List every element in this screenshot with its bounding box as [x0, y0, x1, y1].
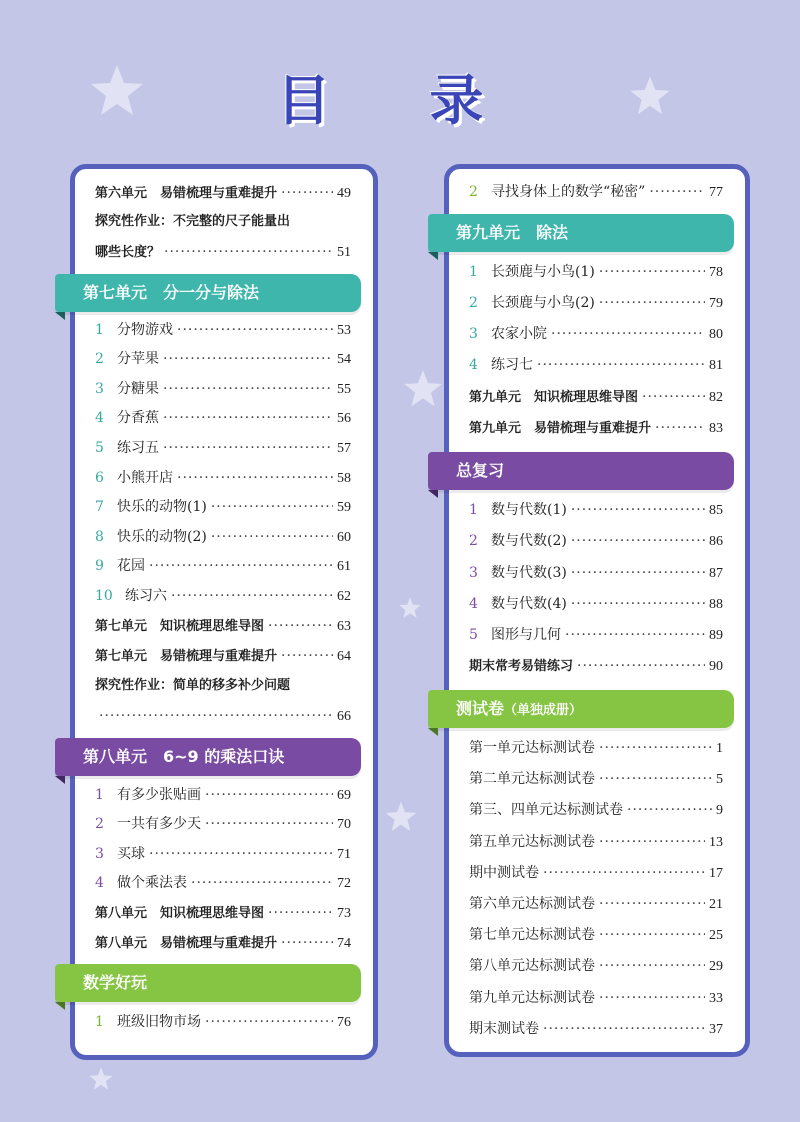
entry-title: 快乐的动物(2) [117, 529, 207, 545]
toc-entry [469, 623, 723, 647]
toc-entry [95, 495, 351, 519]
entry-number: 4 [95, 410, 104, 426]
entry-title: 第六单元 易错梳理与重难提升 [95, 186, 278, 201]
page-number: 49 [337, 186, 351, 201]
toc-entry [469, 353, 723, 377]
page-number: 79 [709, 296, 723, 311]
entry-number: 5 [469, 627, 478, 643]
toc-entry [469, 923, 723, 947]
entry-number: 5 [95, 440, 104, 456]
toc-entry [469, 830, 723, 854]
toc-entry [95, 901, 351, 925]
dot-leader [163, 406, 333, 430]
dot-leader [599, 736, 712, 760]
entry-title: 数与代数(4) [491, 596, 567, 612]
page-number: 62 [337, 589, 351, 604]
toc-entry [469, 529, 723, 553]
dot-leader [281, 644, 333, 668]
dot-leader [164, 240, 333, 264]
entry-number: 3 [469, 326, 478, 342]
entry-title: 数与代数(3) [491, 565, 567, 581]
toc-entry [95, 842, 351, 866]
page-number: 86 [709, 534, 723, 549]
page-number: 72 [337, 876, 351, 891]
page-number: 69 [337, 788, 351, 803]
entry-title: 第九单元 知识梳理思维导图 [469, 390, 639, 405]
entry-number: 1 [95, 1014, 104, 1030]
entry-title: 有多少张贴画 [117, 787, 201, 803]
toc-entry [95, 1010, 351, 1034]
entry-title: 第六单元达标测试卷 [469, 896, 595, 912]
toc-entry [469, 416, 723, 440]
entry-title: 花园 [117, 558, 145, 574]
toc-entry [95, 704, 351, 728]
dot-leader [177, 466, 333, 490]
dot-leader [599, 892, 705, 916]
page-number: 66 [337, 709, 351, 724]
page-number: 51 [337, 245, 351, 260]
page-number: 17 [709, 866, 723, 881]
dot-leader [177, 318, 333, 342]
page-number: 13 [709, 835, 723, 850]
section-heading-fun: 数学好玩 [55, 964, 361, 1002]
entry-title: 第五单元达标测试卷 [469, 834, 595, 850]
page-number: 25 [709, 928, 723, 943]
page-number: 70 [337, 817, 351, 832]
entry-title: 第七单元 易错梳理与重难提升 [95, 649, 278, 664]
page-number: 82 [709, 390, 723, 405]
entry-number: 2 [95, 351, 104, 367]
toc-entry [469, 986, 723, 1010]
dot-leader [599, 291, 705, 315]
dot-leader [211, 495, 333, 519]
toc-entry [469, 322, 723, 346]
dot-leader [171, 584, 333, 608]
dot-leader [571, 561, 705, 585]
toc-entry [469, 861, 723, 885]
entry-title: 第二单元达标测试卷 [469, 771, 595, 787]
toc-entry-homework [95, 210, 351, 234]
toc-entry [95, 674, 351, 698]
entry-title: 期中测试卷 [469, 865, 539, 881]
toc-entry [469, 1017, 723, 1041]
toc-entry [469, 561, 723, 585]
dot-leader [627, 798, 712, 822]
toc-entry [469, 767, 723, 791]
dot-leader [268, 901, 333, 925]
dot-leader [268, 614, 333, 638]
page-number: 29 [709, 959, 723, 974]
page-number: 77 [709, 185, 723, 200]
page-number: 76 [337, 1015, 351, 1030]
page-title: 目 录 [276, 69, 524, 132]
dot-leader [599, 767, 712, 791]
page-number: 56 [337, 411, 351, 426]
toc-panel-right [444, 164, 750, 1057]
toc-entry-homework-cont [95, 240, 351, 264]
dot-leader [149, 842, 333, 866]
page-number: 1 [716, 741, 723, 756]
page-number: 89 [709, 628, 723, 643]
dot-leader [205, 1010, 333, 1034]
toc-entry [95, 783, 351, 807]
toc-entry [95, 812, 351, 836]
dot-leader [211, 525, 333, 549]
entry-number: 3 [95, 846, 104, 862]
page-number: 5 [716, 772, 723, 787]
entry-number: 9 [95, 558, 104, 574]
entry-number: 1 [95, 787, 104, 803]
toc-entry [95, 931, 351, 955]
dot-leader [577, 654, 705, 678]
page-number: 90 [709, 659, 723, 674]
dot-leader [281, 181, 333, 205]
dot-leader [642, 385, 705, 409]
toc-entry [469, 385, 723, 409]
toc-entry [95, 554, 351, 578]
entry-title: 练习五 [117, 440, 159, 456]
entry-title: 哪些长度？ [95, 245, 161, 260]
page-number: 83 [709, 421, 723, 436]
entry-number: 4 [469, 596, 478, 612]
entry-number: 1 [469, 502, 478, 518]
star-icon [384, 800, 418, 834]
section-heading-review: 总复习 [428, 452, 734, 490]
entry-title: 数与代数(1) [491, 502, 567, 518]
entry-title: 长颈鹿与小鸟(1) [491, 264, 595, 280]
page-number: 37 [709, 1022, 723, 1037]
dot-leader [599, 260, 705, 284]
toc-entry [95, 871, 351, 895]
entry-number: 2 [95, 816, 104, 832]
page-number: 73 [337, 906, 351, 921]
entry-number: 2 [469, 184, 478, 200]
entry-number: 2 [469, 295, 478, 311]
entry-title: 长颈鹿与小鸟(2) [491, 295, 595, 311]
toc-entry [95, 644, 351, 668]
entry-title: 第七单元 知识梳理思维导图 [95, 619, 265, 634]
entry-number: 1 [95, 322, 104, 338]
page-number: 78 [709, 265, 723, 280]
dot-leader [205, 812, 333, 836]
dot-leader [649, 180, 705, 204]
dot-leader [149, 554, 333, 578]
entry-title: 分苹果 [117, 351, 159, 367]
entry-title: 探究性作业：简单的移多补少问题 [95, 678, 291, 693]
entry-title: 农家小院 [491, 326, 547, 342]
toc-entry [95, 466, 351, 490]
page-number: 55 [337, 382, 351, 397]
page-number: 81 [709, 358, 723, 373]
dot-leader [543, 1017, 705, 1041]
page-number: 33 [709, 991, 723, 1006]
toc-entry [469, 291, 723, 315]
entry-title: 第九单元达标测试卷 [469, 990, 595, 1006]
entry-number: 4 [95, 875, 104, 891]
entry-title: 第三、四单元达标测试卷 [469, 802, 623, 818]
dot-leader [571, 592, 705, 616]
toc-entry [95, 614, 351, 638]
page-number: 71 [337, 847, 351, 862]
page-number: 53 [337, 323, 351, 338]
entry-title: 第八单元 易错梳理与重难提升 [95, 936, 278, 951]
entry-title: 探究性作业：不完整的尺子能量出 [95, 214, 291, 229]
toc-entry [95, 377, 351, 401]
dot-leader [205, 783, 333, 807]
entry-title: 第七单元达标测试卷 [469, 927, 595, 943]
toc-entry [469, 954, 723, 978]
entry-title: 分香蕉 [117, 410, 159, 426]
entry-title: 第九单元 易错梳理与重难提升 [469, 421, 652, 436]
entry-title: 一共有多少天 [117, 816, 201, 832]
section-heading-unit9: 第九单元 除法 [428, 214, 734, 252]
dot-leader [163, 377, 333, 401]
toc-entry [469, 180, 723, 204]
page-number: 54 [337, 352, 351, 367]
entry-title: 寻找身体上的数学“秘密” [491, 184, 646, 200]
page-number: 60 [337, 530, 351, 545]
page-number: 80 [709, 327, 723, 342]
entry-title: 分物游戏 [117, 322, 173, 338]
page-number: 9 [716, 803, 723, 818]
entry-title: 期末测试卷 [469, 1021, 539, 1037]
entry-title: 快乐的动物(1) [117, 499, 207, 515]
toc-entry [95, 318, 351, 342]
dot-leader [543, 861, 705, 885]
entry-number: 8 [95, 529, 104, 545]
toc-entry [469, 498, 723, 522]
entry-title: 第八单元达标测试卷 [469, 958, 595, 974]
page-number: 87 [709, 566, 723, 581]
entry-title: 小熊开店 [117, 470, 173, 486]
toc-entry [95, 406, 351, 430]
toc-entry [95, 525, 351, 549]
toc-entry [95, 584, 351, 608]
toc-entry [469, 892, 723, 916]
star-icon [402, 368, 444, 410]
entry-number: 1 [469, 264, 478, 280]
star-icon [398, 596, 422, 620]
entry-number: 7 [95, 499, 104, 515]
entry-title: 期末常考易错练习 [469, 659, 574, 674]
toc-entry [95, 436, 351, 460]
dot-leader [191, 871, 333, 895]
entry-title: 第八单元 知识梳理思维导图 [95, 906, 265, 921]
toc-entry [469, 260, 723, 284]
entry-title: 班级旧物市场 [117, 1014, 201, 1030]
section-heading-tests: 测试卷（单独成册） [428, 690, 734, 728]
entry-title: 图形与几何 [491, 627, 561, 643]
entry-title: 数与代数(2) [491, 533, 567, 549]
star-icon [88, 1066, 114, 1092]
entry-number: 3 [469, 565, 478, 581]
dot-leader [281, 931, 333, 955]
toc-entry-unit6-review [95, 181, 351, 205]
entry-title: 练习六 [125, 588, 167, 604]
page-number: 59 [337, 500, 351, 515]
entry-title: 第一单元达标测试卷 [469, 740, 595, 756]
toc-entry [95, 347, 351, 371]
page-number: 21 [709, 897, 723, 912]
toc-entry [469, 736, 723, 760]
page-number: 57 [337, 441, 351, 456]
page-number: 61 [337, 559, 351, 574]
dot-leader [163, 436, 333, 460]
toc-entry [469, 592, 723, 616]
entry-number: 3 [95, 381, 104, 397]
entry-number: 4 [469, 357, 478, 373]
page-number: 64 [337, 649, 351, 664]
entry-title: 做个乘法表 [117, 875, 187, 891]
dot-leader [599, 923, 705, 947]
entry-number: 10 [95, 588, 113, 604]
dot-leader [163, 347, 333, 371]
dot-leader [571, 529, 705, 553]
entry-title: 分糖果 [117, 381, 159, 397]
dot-leader [599, 954, 705, 978]
page-number: 85 [709, 503, 723, 518]
entry-number: 2 [469, 533, 478, 549]
toc-entry [469, 798, 723, 822]
page-number: 63 [337, 619, 351, 634]
section-heading-unit8: 第八单元 6~9 的乘法口诀 [55, 738, 361, 776]
dot-leader [565, 623, 705, 647]
dot-leader [99, 704, 333, 728]
dot-leader [551, 322, 705, 346]
toc-entry [469, 654, 723, 678]
entry-title: 练习七 [491, 357, 533, 373]
section-heading-unit7: 第七单元 分一分与除法 [55, 274, 361, 312]
dot-leader [655, 416, 705, 440]
entry-number: 6 [95, 470, 104, 486]
entry-title: 买球 [117, 846, 145, 862]
dot-leader [571, 498, 705, 522]
dot-leader [599, 830, 705, 854]
page-number: 74 [337, 936, 351, 951]
dot-leader [537, 353, 705, 377]
page-number: 58 [337, 471, 351, 486]
dot-leader [599, 986, 705, 1010]
page-number: 88 [709, 597, 723, 612]
